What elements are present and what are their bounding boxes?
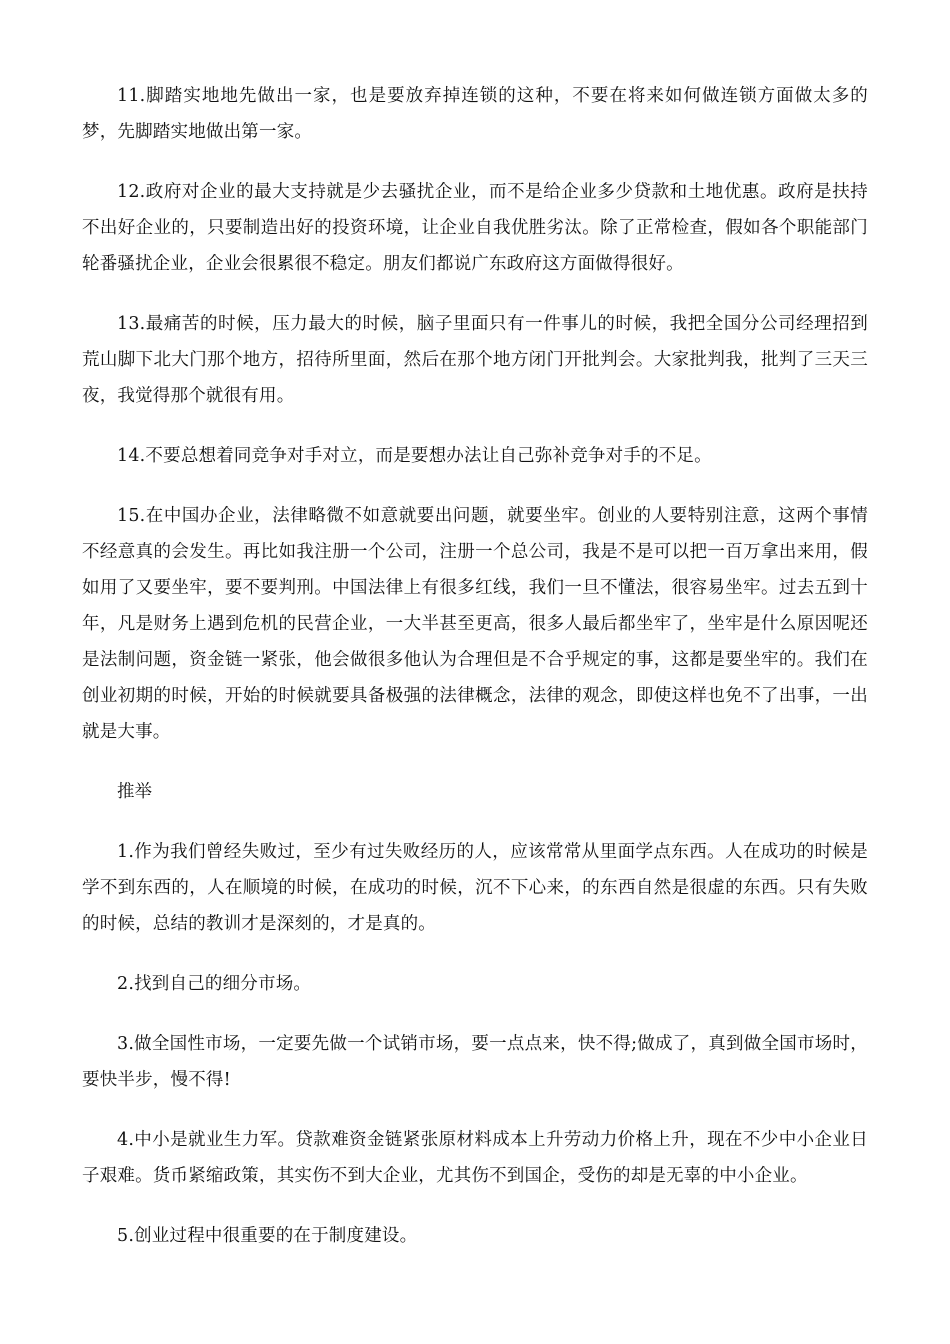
paragraph-14: 14.不要总想着同竞争对手对立，而是要想办法让自己弥补竞争对手的不足。: [117, 446, 712, 466]
paragraph-13: 13.最痛苦的时候，压力最大的时候，脑子里面只有一件事儿的时候，我把全国分公司经理招到荒山脚下北大门那个地方，招待所里面，然后在那个地方闭门开批判会。大家批判我，批判了三天三夜，我觉得那个就很有用。: [82, 314, 868, 406]
paragraph-recommend-4: 4.中小是就业生力军。贷款难资金链紧张原材料成本上升劳动力价格上升，现在不少中小企业日子艰难。货币紧缩政策，其实伤不到大企业，尤其伤不到国企，受伤的却是无辜的中小企业。: [82, 1130, 868, 1186]
section-heading: 推举: [117, 782, 152, 802]
paragraph-recommend-5: 5.创业过程中很重要的在于制度建设。: [117, 1226, 418, 1246]
paragraph-recommend-3: 3.做全国性市场，一定要先做一个试销市场，要一点点来，快不得;做成了，真到做全国市场时，要快半步，慢不得!: [82, 1034, 868, 1090]
paragraph-15: 15.在中国办企业，法律略微不如意就要出问题，就要坐牢。创业的人要特别注意，这两个事情不经意真的会发生。再比如我注册一个公司，注册一个总公司，我是不是可以把一百万拿出来用，假如用了又要坐牢，要不要判刑。中国法律上有很多红线，我们一旦不懂法，很容易坐牢。过去五到十年，凡是财务上遇到危机的民营企业，一大半甚至更高，很多人最后都坐牢了，坐牢是什么原因呢还是法制问题，资金链一紧张，他会做很多他认为合理但是不合乎规定的事，这都是要坐牢的。我们在创业初期的时候，开始的时候就要具备极强的法律概念，法律的观念，即使这样也免不了出事，一出就是大事。: [82, 506, 868, 742]
paragraph-11: 11.脚踏实地地先做出一家，也是要放弃掉连锁的这种，不要在将来如何做连锁方面做太多的梦，先脚踏实地做出第一家。: [82, 86, 868, 142]
paragraph-recommend-2: 2.找到自己的细分市场。: [117, 974, 312, 994]
paragraph-12: 12.政府对企业的最大支持就是少去骚扰企业，而不是给企业多少贷款和土地优惠。政府是扶持不出好企业的，只要制造出好的投资环境，让企业自我优胜劣汰。除了正常检查，假如各个职能部门轮番骚扰企业，企业会很累很不稳定。朋友们都说广东政府这方面做得很好。: [82, 182, 868, 274]
paragraph-recommend-1: 1.作为我们曾经失败过，至少有过失败经历的人，应该常常从里面学点东西。人在成功的时候是学不到东西的，人在顺境的时候，在成功的时候，沉不下心来，的东西自然是很虚的东西。只有失败的时候，总结的教训才是深刻的，才是真的。: [82, 842, 868, 934]
